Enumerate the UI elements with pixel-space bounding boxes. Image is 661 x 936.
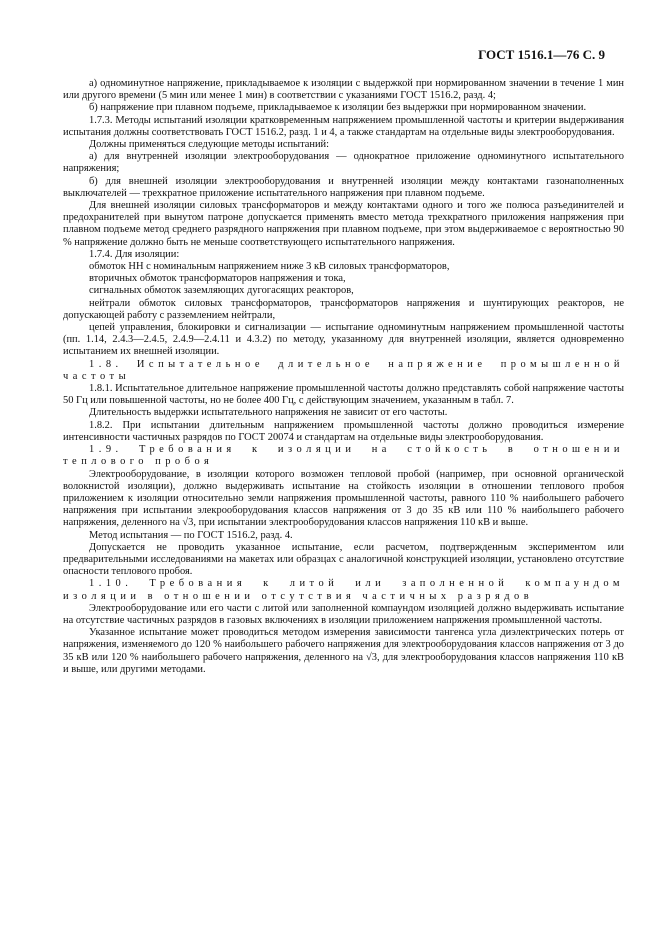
paragraph: Указанное испытание может проводиться методом измерения зависимости тангенса угла диэлектрических потерь от напряжения, изменяемого до 120 % наибольшего рабочего напряжения для электрооборудования классов напряжения от 3 до 35 кВ или 120 % наибольшего рабочего напряжения, деленного на √3, для электрооборудования классов напряжения 110 кВ и выше, или другими методами. (63, 627, 624, 675)
section-heading: 1.8. Испытательное длительное напряжение промышленной частоты (63, 358, 624, 382)
paragraph: сигнальных обмоток заземляющих дугогасящих реакторов, (89, 285, 354, 297)
document-body (63, 78, 624, 676)
paragraph: Метод испытания — по ГОСТ 1516.2, разд. 4. (89, 529, 293, 541)
paragraph: Электрооборудование или его части с литой или заполненной компаундом изоляцией должно выдерживать испытание на отсутствие частичных разрядов в газовых включениях в изоляции приложением напряжения промышленной частоты. (63, 602, 624, 626)
paragraph: обмоток НН с номинальным напряжением ниже 3 кВ силовых трансформаторов, (89, 261, 450, 273)
paragraph: а) одноминутное напряжение, прикладываемое к изоляции с выдержкой при нормированном значении в течение 1 мин или другого времени (5 мин или менее 1 мин) в соответствии с указаниями ГОСТ 1516.2, разд. 4; (63, 78, 624, 102)
page-header: ГОСТ 1516.1—76 С. 9 (478, 47, 605, 62)
section-heading: 1.9. Требования к изоляции на стойкость в отношении теплового пробоя (63, 444, 624, 468)
paragraph: 1.7.4. Для изоляции: (89, 248, 180, 260)
paragraph: 1.8.2. При испытании длительным напряжением промышленной частоты должно проводиться измерение интенсивности частичных разрядов по ГОСТ 20074 и стандартам на отдельные виды электрооборудования. (63, 419, 624, 443)
paragraph: а) для внутренней изоляции электрооборудования — однократное приложение одноминутного испытательного напряжения; (63, 151, 624, 175)
paragraph: Для внешней изоляции силовых трансформаторов и между контактами одного и того же полюса разъединителей и предохранителей при вынутом патроне допускается применять вместо метода трехкратного приложения напряжения при плавном подъеме метод среднего разрядного напряжения при плавном подъеме, при этом выдерживаемое с вероятностью 90 % напряжение должно быть не меньше соответствующего испытательного напряжения. (63, 200, 624, 248)
paragraph: 1.7.3. Методы испытаний изоляции кратковременным напряжением промышленной частоты и критерии выдерживания испытания должны соответствовать ГОСТ 1516.2, разд. 1 и 4, а также стандартам на отдельные виды электрооборудования. (63, 114, 624, 138)
paragraph: цепей управления, блокировки и сигнализации — испытание одноминутным напряжением промышленной частоты (пп. 1.14, 2.4.3—2.4.5, 2.4.9—2.4.11 и 4.3.2) по методу, указанному для внутренней изоляции, является одновременно испытанием их внешней изоляции. (63, 322, 624, 358)
paragraph: вторичных обмоток трансформаторов напряжения и тока, (89, 273, 346, 285)
paragraph: Длительность выдержки испытательного напряжения не зависит от его частоты. (89, 407, 448, 419)
paragraph: Должны применяться следующие методы испытаний: (89, 139, 330, 151)
paragraph: 1.8.1. Испытательное длительное напряжение промышленной частоты должно представлять собой напряжение частоты 50 Гц или повышенной частоты, но не более 400 Гц, с действующим значением, указанным в табл. 7. (63, 383, 624, 407)
paragraph: б) для внешней изоляции электрооборудования и внутренней изоляции между контактами газонаполненных выключателей — трехкратное приложение испытательного напряжения при плавном подъеме. (63, 175, 624, 199)
paragraph: нейтрали обмоток силовых трансформаторов, трансформаторов напряжения и шунтирующих реакторов, не допускающей работу с разземлением нейтрали, (63, 297, 624, 321)
paragraph: Допускается не проводить указанное испытание, если расчетом, подтвержденным экспериментом или предварительными исследованиями на макетах или образцах с аналогичной конструкцией изоляции, установлено отсутствие опасности теплового пробоя. (63, 541, 624, 578)
paragraph: Электрооборудование, в изоляции которого возможен тепловой пробой (например, при основной органической волокнистой изоляции), должно выдерживать испытание на стойкость изоляции в отношении теплового пробоя приложением к изоляции относительно земли напряжения промышленной частоты, равного 110 % наибольшего рабочего напряжения при испытании элекрооборудования классов напряжения от 3 до 35 кВ или 110 % наибольшего рабочего напряжения, деленного на √3, при испытании электрооборудования классов напряжения 110 кВ и выше. (63, 468, 624, 529)
paragraph: б) напряжение при плавном подъеме, прикладываемое к изоляции без выдержки при нормированном значении. (89, 102, 587, 114)
section-heading: 1.10. Требования к литой или заполненной компаундом изоляции в отношении отсутствия частичных разрядов (63, 578, 624, 602)
